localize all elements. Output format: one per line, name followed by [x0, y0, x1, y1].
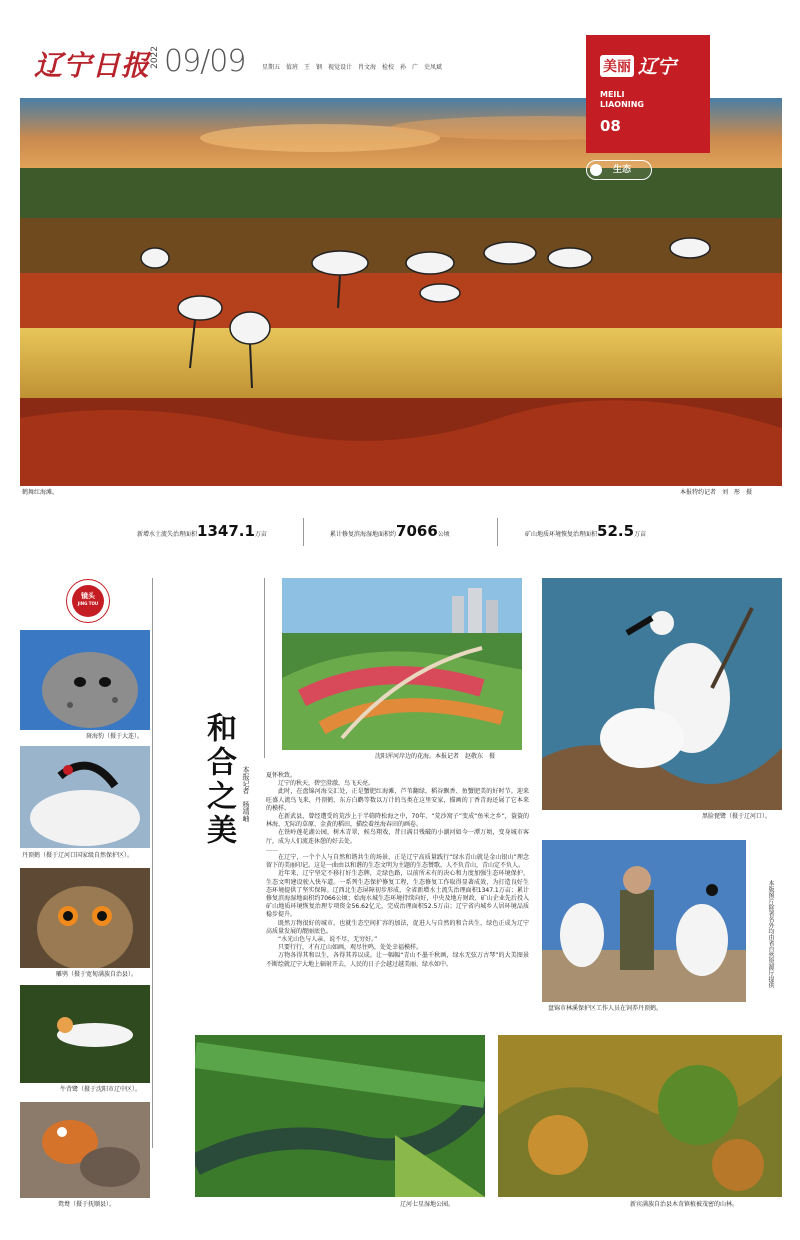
caption-forest: 新宾满族自治县木奇镇植被茂密的山林。: [630, 1201, 739, 1208]
photo-hunhe-flower-sea: [282, 578, 522, 750]
caption-wetland: 辽河七星湿地公园。: [400, 1201, 455, 1208]
jingtou-badge: [66, 579, 110, 623]
article-byline: 本报记者 杨靖岫: [242, 766, 250, 822]
caption-duck: 鸳鸯（摄于抚顺县）。: [58, 1201, 116, 1208]
jingtou-cn: 镜头: [81, 592, 95, 600]
caption-keeper: 盘锦市林溪保护区工作人员在饲养丹顶鹤。: [548, 1005, 663, 1012]
brand-liaoning: 辽宁: [638, 56, 677, 78]
hero-caption: 鹤舞红海滩。: [22, 489, 59, 496]
stat-wetland: [330, 522, 450, 540]
issue-year: 2022: [150, 46, 160, 69]
photo-qixing-wetland: [195, 1035, 485, 1197]
brand-mei: 美丽: [600, 55, 634, 77]
brand-en-line2: LIAONING: [600, 100, 644, 109]
page-number: 08: [600, 117, 621, 135]
center-photo-caption: 沈阳浑河岸边的花海。本报记者 赵敬东 摄: [375, 753, 496, 760]
stat-unit: 万亩: [634, 531, 647, 538]
photo-seal: [20, 630, 150, 730]
brand-en-line1: MEILI: [600, 90, 625, 99]
section-tag-dot-icon: [590, 164, 602, 176]
article-title: 和合之美: [201, 712, 236, 848]
caption-owl: 雕鸮（摄于宽甸满族自治县）。: [56, 971, 138, 978]
hero-photo-cranes: [20, 98, 782, 486]
paragraph: ……: [266, 845, 278, 853]
issue-date: 09/09: [164, 44, 246, 79]
section-brand-box: [586, 35, 710, 153]
caption-seal: 斑海豹（摄于大连）。: [86, 733, 144, 740]
stat-mine-restoration: [525, 522, 646, 540]
stat-divider: [303, 518, 304, 546]
paragraph: 近年来，辽宁坚定不移打好生态牌，走绿色路，以前所未有的决心和力度加强生态环境保护，生态文明建设驶入快车道。一系列生态保护修复工程，生态修复工作取得显著成效，为打造良好生态环境提供了坚实保障。辽西北生态屏障初步形成，全省新增水土流失治理面积1347.1万亩；累计修复滨海湿地面积约7066公顷；始海水城生态环境持续向好，中央及地方财政、矿山企业先后投入矿山地质环境恢复治理专项资金56.62亿元，完成治理面积52.5万亩；辽宁省内城乡人居环境品质稳步提升。: [266, 870, 529, 919]
photo-xinbin-forest: [498, 1035, 782, 1197]
paragraph: 既然万物很好的城市，也就生态空间扩容的加法，促进人与自然的和合共生，绿色正成为辽宁高质量发展的靓丽底色。: [266, 919, 529, 935]
editorial-credits: 星期五 值班 王 钢 视觉设计 肖文海 检校 孙 广 史凤斌: [262, 64, 443, 71]
paragraph: 万物各得其和以生，各得其养以成。让一幅幅“青山不墨千秋画，绿水无弦万古琴”的大美图景不断绘就辽宁大地上辐射开去，人民的日子会越过越美丽、绿水如中。: [266, 952, 529, 968]
paragraph: 在辽宁，一个个人与自然和谐共生的场景，正是辽宁高质量践行“绿水青山就是金山银山”理念留下的美丽印记。这是一曲由以和谐的生态文明为主题的生态赞歌。人不负青山，青山定不负人。: [266, 854, 529, 870]
photo-red-crowned-crane: [20, 746, 150, 848]
stat-divider: [497, 518, 498, 546]
stat-label: 矿山地质环境恢复治理面积: [525, 531, 598, 538]
left-column-rule: [152, 578, 153, 1148]
stat-value: 7066: [396, 522, 438, 540]
caption-egret: 牛背鹭（摄于沈阳市辽中区）。: [60, 1086, 142, 1093]
newspaper-logo: 辽宁日报: [34, 49, 151, 82]
photo-cattle-egret: [20, 985, 150, 1083]
paragraph: 夏怀秋致。: [266, 772, 297, 779]
stat-soil-erosion: [137, 522, 267, 540]
photo-eagle-owl: [20, 868, 150, 968]
jingtou-inner: [72, 585, 104, 617]
caption-crane: 丹顶鹤（摄于辽河口国家级自然保护区）。: [22, 852, 134, 859]
paragraph: 在新武县，曾经遭受的荒沙上于半筛降松海之中，70年、“荒沙窝子”变成“鱼米之乡”，蓑蓑的林海、无际的草原、金黄的稻田，描绘着丝海春田的画卷。: [266, 813, 529, 829]
jingtou-en: JING TOU: [77, 601, 99, 606]
stat-value: 52.5: [597, 522, 635, 540]
photo-mandarin-duck: [20, 1102, 150, 1198]
stat-label: 累计修复滨海湿地面积约: [330, 531, 397, 538]
paragraph: 只要行行，才有辽山如画，观尽往鸣，处处幸福模样。: [278, 944, 423, 952]
right-vertical-caption: 本版图片除署名外均由省自然资源厅提供: [767, 880, 774, 988]
stat-value: 1347.1: [197, 522, 255, 540]
photo-keeper-with-cranes: [542, 840, 746, 1002]
paragraph: 在铁岭莲花湖公园，树木青翠，候鸟翔戏，昔日满目残破的小湖河如今一潭万顷，变身城市客厅，成为人们流连休憩的好去处。: [266, 829, 529, 845]
hero-credit: 本报特约记者 刘 彤 摄: [680, 489, 753, 496]
paragraph: “水光山色与人亲，说不尽，无穷好。”: [278, 936, 378, 944]
article-body: [266, 772, 529, 969]
stat-label: 新增水土流失治理面积: [137, 531, 198, 538]
paragraph: 辽宁的秋天，碧空澄澈，鸟飞天亮。: [278, 780, 375, 788]
title-rule: [264, 578, 265, 758]
caption-spoonbill: 黑脸琵鹭（摄于辽河口）。: [702, 813, 772, 820]
stat-unit: 公顷: [437, 531, 450, 538]
paragraph: 此时，在盘锦河海交汇处，正是蟹肥红海滩，芦苇翻绿，稻谷飘香、鱼蟹肥美的好时节。迎来旺盛人流鸟飞来，丹顶鹤、东方白鹳等数以万计的鸟类在这里安家，描画的丁香青海还展了它本来的模样。: [266, 788, 529, 812]
stat-unit: 万亩: [254, 531, 267, 538]
brand-english: [600, 90, 644, 110]
photo-black-faced-spoonbill: [542, 578, 782, 810]
section-tag-label: 生态: [613, 165, 632, 175]
section-tag: [586, 160, 652, 180]
